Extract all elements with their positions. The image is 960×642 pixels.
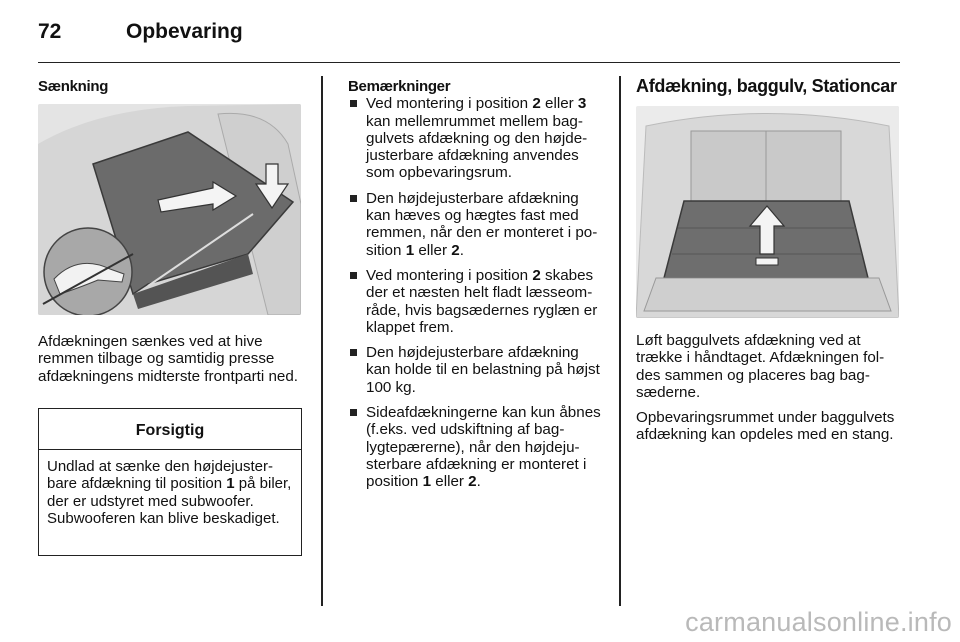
right-column — [636, 332, 900, 444]
caution-title: Forsigtig — [39, 409, 301, 450]
left-body — [38, 333, 302, 385]
stationcar-floor-cover-illustration — [636, 106, 899, 318]
note-text: Den højdejusterbare afdækning kan hæves og hægtes fast med remmen, når den er monteret i position — [366, 189, 598, 259]
notes-title: Bemærkninger — [348, 78, 451, 95]
note-text: eller — [540, 95, 578, 113]
watermark: carmanualsonline.info — [685, 607, 952, 637]
note-text: skabes der et næsten helt fladt læsseområde, hvis bagsædernes ryglæn er klappet frem. — [366, 266, 598, 336]
lowering-cover-illustration — [38, 104, 301, 315]
note-item — [348, 344, 605, 396]
position-number: 3 — [577, 95, 587, 113]
note-text: Ved montering i position — [366, 95, 533, 113]
section-heading-stationcar: Afdækning, baggulv, Stationcar — [636, 76, 897, 96]
position-number: 2 — [468, 473, 477, 491]
note-text: Den højdejusterbare afdækning kan holde til en belastning på højst 100 kg. — [366, 344, 600, 396]
position-number: 2 — [451, 241, 460, 259]
load-floor-diagram — [636, 106, 899, 318]
storage-divider-text: Opbevaringsrummet under baggulvets afdækning kan opdeles med en stang. — [636, 409, 895, 444]
lowering-instructions: Afdækningen sænkes ved at hive remmen tilbage og samtidig presse afdækningens midterste frontparti ned. — [38, 333, 299, 385]
caution-text-part: Undlad at sænke den højdejusterbare afdækning til position — [47, 458, 273, 493]
page-header — [38, 18, 900, 63]
note-item — [348, 95, 605, 181]
page-title: Opbevaring — [126, 20, 243, 43]
note-text: eller — [414, 241, 452, 259]
page-number: 72 — [38, 20, 62, 43]
note-text: Ved montering i position — [366, 266, 533, 284]
caution-position: 1 — [226, 475, 235, 493]
position-number: 2 — [532, 95, 541, 113]
note-text: eller — [431, 473, 469, 491]
left-column — [38, 78, 302, 95]
position-number: 2 — [532, 266, 541, 284]
position-number: 1 — [422, 473, 432, 491]
note-item — [348, 190, 605, 259]
column-divider — [619, 76, 621, 606]
middle-column — [348, 78, 605, 499]
caution-text-part: på biler, der er udstyret med subwoofer. Subwooferen kan blive beskadiget. — [47, 475, 292, 527]
note-text: . — [476, 473, 481, 491]
note-item — [348, 267, 605, 336]
trunk-cover-diagram — [38, 104, 301, 315]
note-text: kan mellemrummet mellem baggulvets afdækning og den højdejusterbare afdækning anvendes som opbevaringsrum. — [366, 112, 588, 182]
floor-cover-instructions: Løft baggulvets afdækning ved at trække i håndtaget. Afdækningen foldes sammen og placeres bag bagsæderne. — [636, 332, 885, 401]
caution-box — [38, 408, 302, 556]
note-text: Sideafdækningerne kan kun åbnes (f.eks. ved udskiftning af baglygtepærerne), når den højdejusterbare afdækning er monteret i position — [366, 404, 601, 491]
section-title-saenkning: Sænkning — [38, 78, 109, 95]
notes-list — [348, 95, 605, 490]
note-item — [348, 404, 605, 490]
caution-text — [39, 450, 301, 527]
column-divider — [321, 76, 323, 606]
note-text: . — [459, 241, 464, 259]
position-number: 1 — [405, 241, 415, 259]
